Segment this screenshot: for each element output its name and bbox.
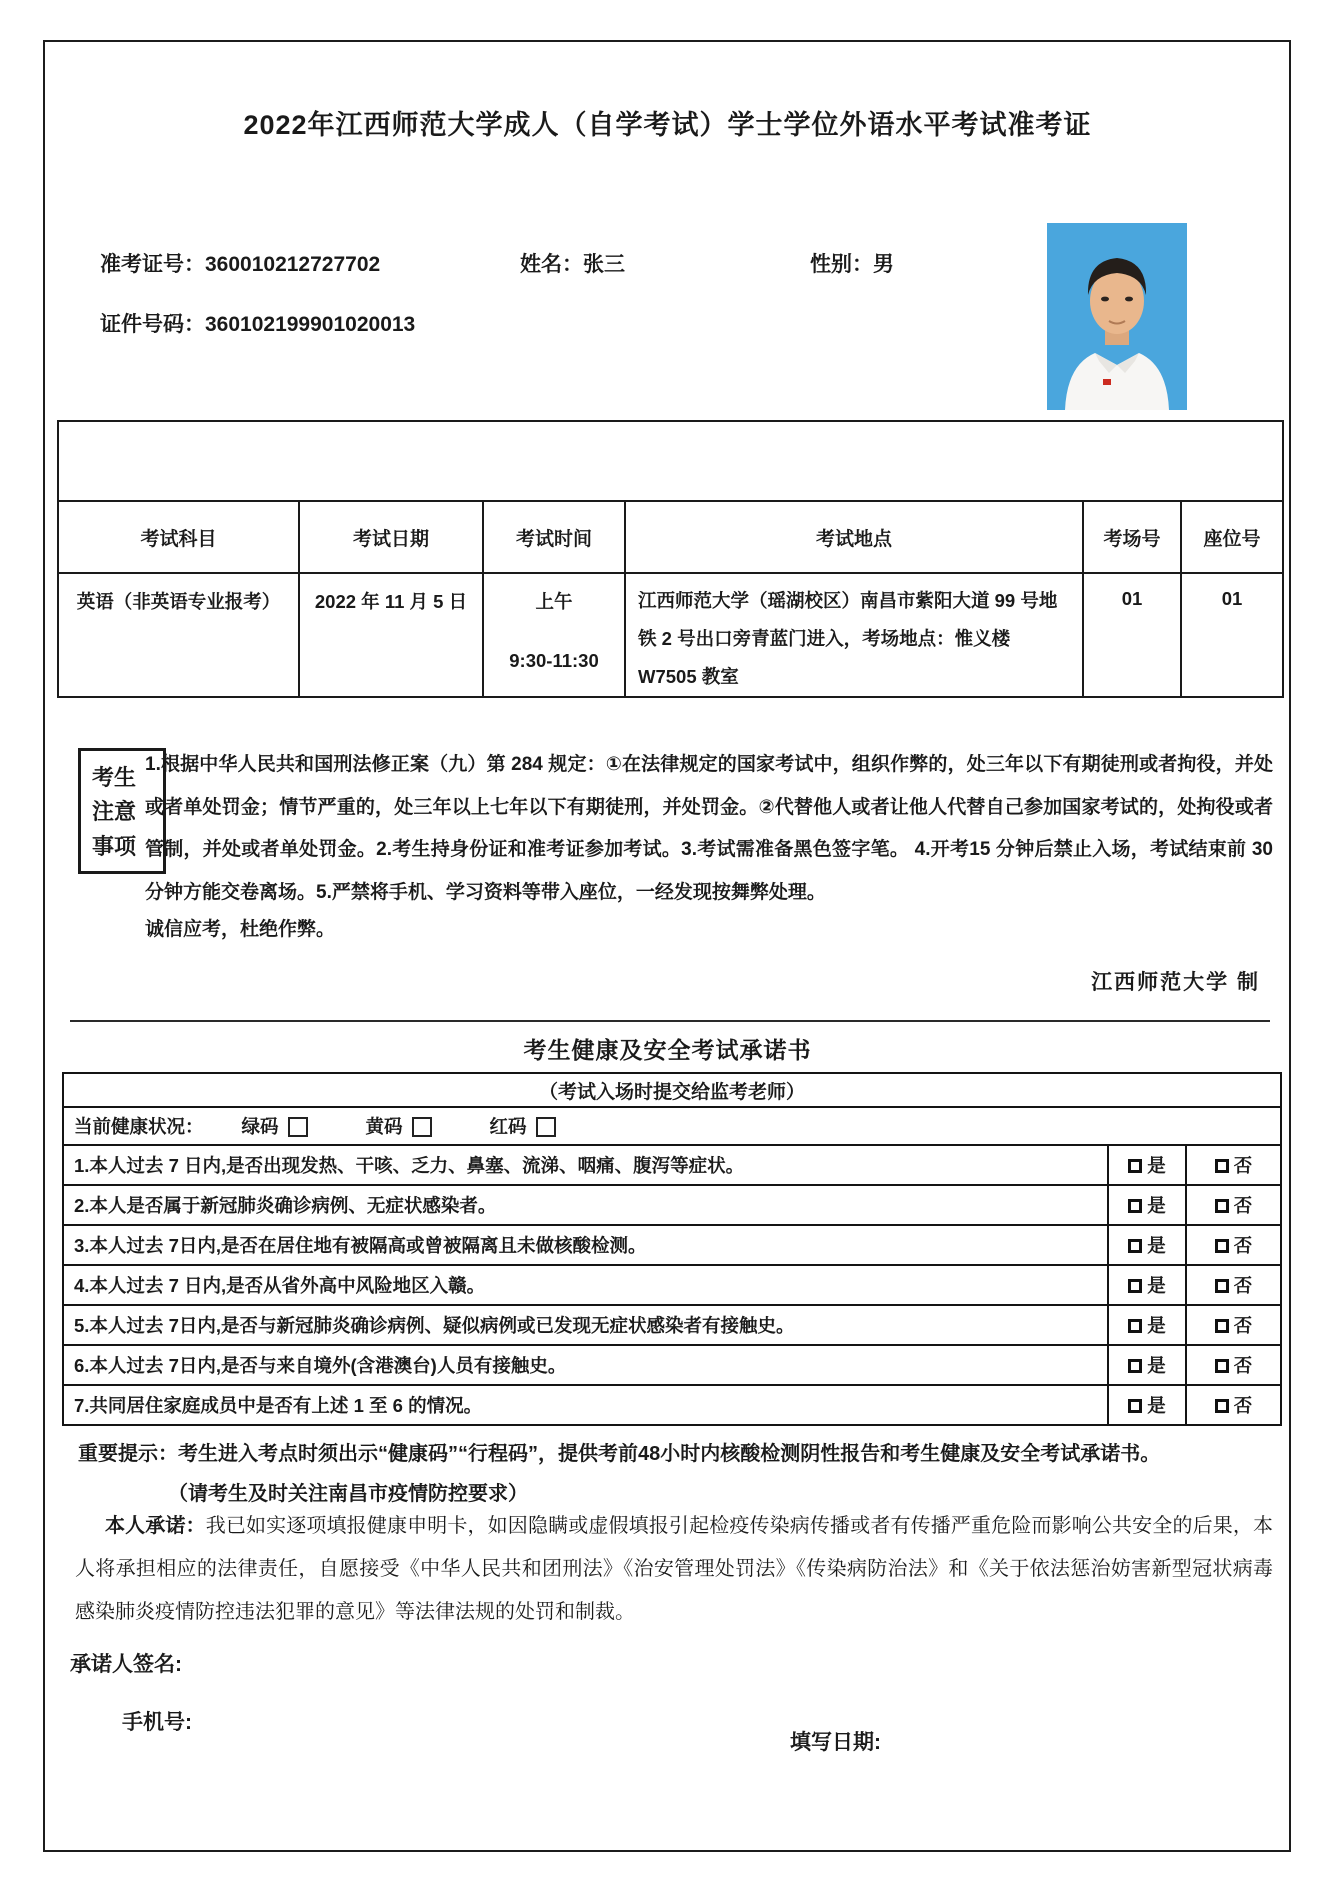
no-cell: 否 bbox=[1186, 1145, 1281, 1185]
personal-promise-paragraph bbox=[75, 1505, 1273, 1634]
signature-label[interactable]: 承诺人签名: bbox=[70, 1653, 182, 1676]
important-notice-subline: （请考生及时关注南昌市疫情防控要求） bbox=[168, 1483, 528, 1505]
header-room: 考场号 bbox=[1083, 501, 1181, 573]
ticket-number-value: 360010212727702 bbox=[205, 253, 381, 276]
important-notice-line bbox=[78, 1437, 1278, 1466]
question-text: 4.本人过去 7 日内,是否从省外高中风险地区入赣。 bbox=[63, 1265, 1108, 1305]
header-location: 考试地点 bbox=[625, 501, 1083, 573]
yes-checkbox[interactable] bbox=[1128, 1399, 1142, 1413]
no-checkbox[interactable] bbox=[1215, 1279, 1229, 1293]
exam-table-header-row bbox=[58, 501, 1283, 573]
yes-cell: 是 bbox=[1108, 1185, 1186, 1225]
yes-checkbox[interactable] bbox=[1128, 1359, 1142, 1373]
cell-seat-number: 01 bbox=[1181, 573, 1283, 697]
no-cell: 否 bbox=[1186, 1385, 1281, 1425]
id-number-line bbox=[100, 308, 415, 338]
ticket-number-label: 准考证号： bbox=[100, 253, 205, 276]
no-cell: 否 bbox=[1186, 1265, 1281, 1305]
time-period: 上午 bbox=[535, 591, 573, 612]
fill-date-label[interactable]: 填写日期: bbox=[790, 1731, 881, 1754]
name-line bbox=[520, 248, 625, 278]
health-question-row bbox=[63, 1385, 1281, 1425]
document-title: 2022年江西师范大学成人（自学考试）学士学位外语水平考试准考证 bbox=[243, 110, 1092, 140]
health-question-row bbox=[63, 1265, 1281, 1305]
green-code-item: 绿码 bbox=[242, 1113, 308, 1139]
question-text: 2.本人是否属于新冠肺炎确诊病例、无症状感染者。 bbox=[63, 1185, 1108, 1225]
notice-label-line2: 注意 bbox=[92, 799, 137, 825]
yes-checkbox[interactable] bbox=[1128, 1159, 1142, 1173]
yes-checkbox[interactable] bbox=[1128, 1279, 1142, 1293]
no-checkbox[interactable] bbox=[1215, 1239, 1229, 1253]
question-text: 1.本人过去 7 日内,是否出现发热、干咳、乏力、鼻塞、流涕、咽痛、腹泻等症状。 bbox=[63, 1145, 1108, 1185]
cell-date: 2022 年 11 月 5 日 bbox=[299, 573, 483, 697]
header-time: 考试时间 bbox=[483, 501, 625, 573]
candidate-notice-text: 1.根据中华人民共和国刑法修正案（九）第 284 规定：①在法律规定的国家考试中，组织作弊的，处三年以下有期徒刑或者拘役，并处或者单处罚金；情节严重的，处三年以上七年以下有期徒刑，并处罚金。②代替他人或者让他人代替自己参加国家考试的，处拘役或者管制，并处或者单处罚金。2.考生持身份证和准考证参加考试。3.考试需准备黑色签字笔。 4.开考15 分钟后禁止入场，考试结束前 30 分钟方能交卷离场。5.严禁将手机、学习资料等带入座位，一经发现按舞弊处理。 bbox=[145, 754, 1273, 903]
promise-text: 我已如实逐项填报健康申明卡，如因隐瞒或虚假填报引起检疫传染病传播或者有传播严重危险而影响公共安全的后果，本人将承担相应的法律责任，自愿接受《中华人民共和团刑法》《治安管理处罚法》《传染病防治法》和《关于依法惩治妨害新型冠状病毒感染肺炎疫情防控违法犯罪的意见》等法律法规的处罚和制裁。 bbox=[75, 1515, 1274, 1623]
header-subject: 考试科目 bbox=[58, 501, 299, 573]
health-question-row bbox=[63, 1225, 1281, 1265]
promise-label: 本人承诺： bbox=[105, 1515, 206, 1537]
exam-table-spacer bbox=[58, 421, 1283, 501]
cell-subject: 英语（非英语专业报考） bbox=[58, 573, 299, 697]
id-number-label: 证件号码： bbox=[100, 313, 205, 336]
no-cell: 否 bbox=[1186, 1225, 1281, 1265]
cell-time bbox=[483, 573, 625, 697]
no-checkbox[interactable] bbox=[1215, 1159, 1229, 1173]
no-cell: 否 bbox=[1186, 1305, 1281, 1345]
gender-value: 男 bbox=[873, 253, 894, 276]
yes-cell: 是 bbox=[1108, 1305, 1186, 1345]
no-checkbox[interactable] bbox=[1215, 1359, 1229, 1373]
yes-cell: 是 bbox=[1108, 1145, 1186, 1185]
notice-label-line1: 考生 bbox=[92, 764, 137, 790]
no-checkbox[interactable] bbox=[1215, 1399, 1229, 1413]
lapel-badge bbox=[1103, 379, 1111, 385]
health-status-label: 当前健康状况： bbox=[74, 1116, 204, 1137]
important-notice-text: 考生进入考点时须出示“健康码”“行程码”，提供考前48小时内核酸检测阴性报告和考生健康及安全考试承诺书。 bbox=[178, 1443, 1161, 1465]
name-label: 姓名： bbox=[520, 253, 583, 276]
section-divider-line bbox=[70, 1020, 1270, 1022]
cell-room-number: 01 bbox=[1083, 573, 1181, 697]
candidate-photo bbox=[1047, 223, 1187, 410]
health-commitment-title: 考生健康及安全考试承诺书 bbox=[523, 1037, 812, 1063]
health-question-row bbox=[63, 1305, 1281, 1345]
red-code-item: 红码 bbox=[490, 1113, 556, 1139]
name-value: 张三 bbox=[583, 253, 625, 276]
question-text: 7.共同居住家庭成员中是否有上述 1 至 6 的情况。 bbox=[63, 1385, 1108, 1425]
yes-cell: 是 bbox=[1108, 1225, 1186, 1265]
health-table-subtitle: （考试入场时提交给监考老师） bbox=[63, 1073, 1281, 1107]
question-text: 5.本人过去 7日内,是否与新冠肺炎确诊病例、疑似病例或已发现无症状感染者有接触史。 bbox=[63, 1305, 1108, 1345]
gender-label: 性别： bbox=[810, 253, 873, 276]
important-notice-label: 重要提示： bbox=[78, 1443, 178, 1465]
health-question-row bbox=[63, 1145, 1281, 1185]
yes-checkbox[interactable] bbox=[1128, 1319, 1142, 1333]
red-code-checkbox[interactable] bbox=[536, 1117, 556, 1137]
time-range: 9:30-11:30 bbox=[509, 650, 599, 671]
issuer-line: 江西师范大学 制 bbox=[1091, 971, 1260, 994]
phone-label[interactable]: 手机号: bbox=[122, 1711, 192, 1734]
ticket-number-line bbox=[100, 248, 380, 278]
question-text: 6.本人过去 7日内,是否与来自境外(含港澳台)人员有接触史。 bbox=[63, 1345, 1108, 1385]
no-cell: 否 bbox=[1186, 1185, 1281, 1225]
header-seat: 座位号 bbox=[1181, 501, 1283, 573]
health-status-row bbox=[63, 1107, 1281, 1145]
health-question-row bbox=[63, 1185, 1281, 1225]
yellow-code-checkbox[interactable] bbox=[412, 1117, 432, 1137]
yes-cell: 是 bbox=[1108, 1265, 1186, 1305]
yes-checkbox[interactable] bbox=[1128, 1239, 1142, 1253]
no-cell: 否 bbox=[1186, 1345, 1281, 1385]
candidate-notice-text-line2: 诚信应考，杜绝作弊。 bbox=[145, 919, 336, 940]
exam-table-data-row bbox=[58, 573, 1283, 697]
health-question-row bbox=[63, 1345, 1281, 1385]
yes-cell: 是 bbox=[1108, 1345, 1186, 1385]
health-commitment-table bbox=[62, 1072, 1282, 1426]
notice-label-line3: 事项 bbox=[92, 834, 137, 860]
no-checkbox[interactable] bbox=[1215, 1319, 1229, 1333]
no-checkbox[interactable] bbox=[1215, 1199, 1229, 1213]
green-code-checkbox[interactable] bbox=[288, 1117, 308, 1137]
exam-schedule-table bbox=[57, 420, 1284, 698]
header-date: 考试日期 bbox=[299, 501, 483, 573]
yes-checkbox[interactable] bbox=[1128, 1199, 1142, 1213]
yellow-code-item: 黄码 bbox=[366, 1113, 432, 1139]
yes-cell: 是 bbox=[1108, 1385, 1186, 1425]
cell-location: 江西师范大学（瑶湖校区）南昌市紫阳大道 99 号地铁 2 号出口旁青蓝门进入，考场地点：惟义楼 W7505 教室 bbox=[625, 573, 1083, 697]
question-text: 3.本人过去 7日内,是否在居住地有被隔高或曾被隔离且未做核酸检测。 bbox=[63, 1225, 1108, 1265]
gender-line bbox=[810, 248, 894, 278]
id-number-value: 360102199901020013 bbox=[205, 313, 416, 336]
